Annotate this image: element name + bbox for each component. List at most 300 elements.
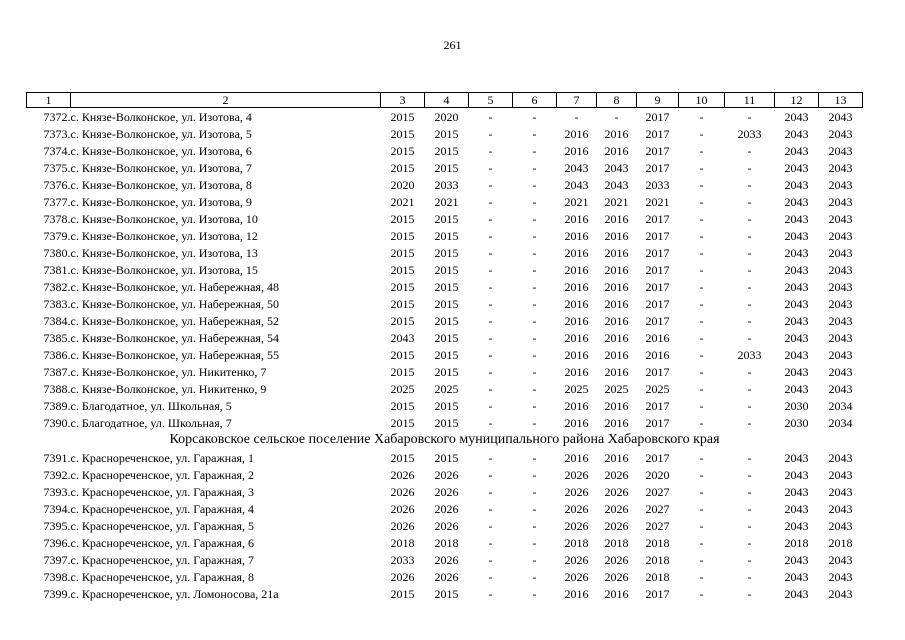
address-cell: с. Краснореченское, ул. Гаражная, 8: [70, 569, 255, 584]
year-cell: -: [488, 245, 493, 260]
year-cell: 2015: [390, 245, 415, 260]
table-row: [27, 159, 863, 176]
year-cell: -: [747, 586, 752, 601]
address-cell: с. Князе-Волконское, ул. Изотова, 10: [70, 211, 258, 226]
year-cell: 2016: [604, 296, 629, 311]
year-cell: 2015: [390, 160, 415, 175]
table-row: [27, 466, 863, 483]
address-cell: с. Краснореченское, ул. Гаражная, 4: [70, 501, 255, 516]
year-cell: -: [532, 177, 537, 192]
year-cell: -: [488, 143, 493, 158]
year-cell: 2015: [434, 245, 459, 260]
year-cell: -: [747, 279, 752, 294]
year-cell: -: [532, 364, 537, 379]
year-cell: -: [532, 535, 537, 550]
year-cell: 2043: [828, 484, 853, 499]
year-cell: 2026: [434, 467, 459, 482]
year-cell: 2043: [828, 109, 853, 124]
address-cell: с. Краснореченское, ул. Гаражная, 2: [70, 467, 255, 482]
year-cell: 2018: [604, 535, 629, 550]
year-cell: 2034: [828, 398, 853, 413]
year-cell: -: [532, 228, 537, 243]
year-cell: 2043: [828, 518, 853, 533]
year-cell: 2017: [645, 398, 670, 413]
year-cell: 2026: [434, 569, 459, 584]
year-cell: 2043: [784, 262, 809, 277]
year-cell: 2016: [604, 450, 629, 465]
year-cell: 2018: [784, 535, 809, 550]
year-cell: 2016: [645, 347, 670, 362]
year-cell: -: [699, 467, 704, 482]
column-header-2: 2: [71, 93, 381, 108]
year-cell: 2026: [564, 501, 589, 516]
year-cell: -: [488, 569, 493, 584]
year-cell: 2043: [828, 313, 853, 328]
year-cell: -: [747, 211, 752, 226]
table-row: [27, 193, 863, 210]
year-cell: -: [699, 330, 704, 345]
year-cell: 2043: [784, 126, 809, 141]
row-number: 7389.: [43, 398, 71, 413]
address-cell: с. Краснореченское, ул. Ломоносова, 21а: [70, 586, 279, 601]
column-header-10: 10: [679, 93, 725, 108]
table-row: [27, 517, 863, 534]
table-row: [27, 500, 863, 517]
year-cell: 2017: [645, 586, 670, 601]
year-cell: 2026: [564, 552, 589, 567]
table-row: [27, 449, 863, 466]
table-row: [27, 397, 863, 414]
year-cell: 2016: [564, 347, 589, 362]
year-cell: 2016: [604, 398, 629, 413]
row-number: 7379.: [43, 228, 71, 243]
year-cell: 2025: [564, 381, 589, 396]
year-cell: 2016: [564, 262, 589, 277]
row-number: 7380.: [43, 245, 71, 260]
year-cell: 2015: [434, 143, 459, 158]
table-row: [27, 108, 863, 126]
year-cell: -: [532, 398, 537, 413]
year-cell: 2026: [390, 467, 415, 482]
address-cell: с. Князе-Волконское, ул. Изотова, 8: [70, 177, 252, 192]
address-cell: с. Князе-Волконское, ул. Набережная, 52: [70, 313, 279, 328]
year-cell: 2043: [828, 467, 853, 482]
year-cell: 2021: [434, 194, 459, 209]
section-heading-row: [27, 431, 863, 449]
year-cell: 2025: [434, 381, 459, 396]
year-cell: 2021: [390, 194, 415, 209]
year-cell: 2034: [828, 415, 853, 430]
year-cell: 2017: [645, 450, 670, 465]
year-cell: 2015: [390, 450, 415, 465]
table-row: [27, 551, 863, 568]
column-header-12: 12: [775, 93, 819, 108]
year-cell: 2016: [604, 330, 629, 345]
year-cell: 2017: [645, 313, 670, 328]
year-cell: -: [747, 160, 752, 175]
year-cell: 2026: [564, 467, 589, 482]
year-cell: 2043: [784, 501, 809, 516]
year-cell: 2017: [645, 143, 670, 158]
year-cell: 2030: [784, 398, 809, 413]
year-cell: 2026: [434, 552, 459, 567]
year-cell: 2016: [604, 364, 629, 379]
year-cell: 2015: [434, 364, 459, 379]
year-cell: -: [488, 228, 493, 243]
row-number: 7382.: [43, 279, 71, 294]
year-cell: -: [532, 313, 537, 328]
year-cell: -: [699, 415, 704, 430]
year-cell: -: [699, 484, 704, 499]
column-header-3: 3: [381, 93, 425, 108]
address-cell: с. Благодатное, ул. Школьная, 5: [70, 398, 232, 413]
year-cell: 2043: [784, 279, 809, 294]
address-cell: с. Князе-Волконское, ул. Изотова, 4: [70, 109, 252, 124]
year-cell: 2043: [828, 586, 853, 601]
year-cell: -: [488, 518, 493, 533]
year-cell: 2016: [645, 330, 670, 345]
row-number: 7396.: [43, 535, 71, 550]
year-cell: 2015: [390, 109, 415, 124]
year-cell: 2015: [434, 330, 459, 345]
year-cell: 2018: [390, 535, 415, 550]
year-cell: 2015: [390, 279, 415, 294]
year-cell: 2043: [828, 211, 853, 226]
year-cell: 2043: [784, 467, 809, 482]
year-cell: 2043: [828, 364, 853, 379]
year-cell: -: [488, 467, 493, 482]
year-cell: -: [699, 194, 704, 209]
year-cell: -: [532, 501, 537, 516]
year-cell: 2043: [828, 126, 853, 141]
year-cell: 2015: [390, 296, 415, 311]
year-cell: 2018: [645, 535, 670, 550]
year-cell: -: [747, 552, 752, 567]
year-cell: 2026: [434, 484, 459, 499]
address-cell: с. Князе-Волконское, ул. Изотова, 7: [70, 160, 252, 175]
address-cell: с. Князе-Волконское, ул. Изотова, 5: [70, 126, 252, 141]
row-number: 7374.: [43, 143, 71, 158]
year-cell: 2021: [645, 194, 670, 209]
year-cell: 2015: [390, 313, 415, 328]
year-cell: -: [532, 586, 537, 601]
year-cell: -: [699, 262, 704, 277]
year-cell: -: [699, 586, 704, 601]
column-header-9: 9: [637, 93, 679, 108]
year-cell: 2043: [828, 262, 853, 277]
year-cell: 2015: [390, 347, 415, 362]
table-row: [27, 380, 863, 397]
year-cell: 2043: [784, 450, 809, 465]
table-row: [27, 568, 863, 585]
year-cell: 2033: [737, 126, 762, 141]
year-cell: 2026: [564, 484, 589, 499]
row-number: 7381.: [43, 262, 71, 277]
year-cell: -: [699, 552, 704, 567]
year-cell: -: [747, 143, 752, 158]
address-cell: с. Князе-Волконское, ул. Изотова, 9: [70, 194, 252, 209]
row-number: 7397.: [43, 552, 71, 567]
year-cell: 2017: [645, 245, 670, 260]
year-cell: 2016: [564, 211, 589, 226]
year-cell: 2015: [390, 126, 415, 141]
year-cell: -: [699, 126, 704, 141]
row-number: 7372.: [43, 109, 71, 124]
year-cell: 2017: [645, 211, 670, 226]
year-cell: -: [747, 296, 752, 311]
year-cell: 2026: [564, 569, 589, 584]
address-cell: с. Князе-Волконское, ул. Набережная, 54: [70, 330, 279, 345]
year-cell: -: [488, 381, 493, 396]
year-cell: 2015: [434, 126, 459, 141]
year-cell: 2016: [564, 228, 589, 243]
year-cell: 2017: [645, 364, 670, 379]
year-cell: 2026: [604, 569, 629, 584]
year-cell: -: [699, 245, 704, 260]
year-cell: -: [747, 450, 752, 465]
year-cell: 2017: [645, 296, 670, 311]
year-cell: 2043: [784, 245, 809, 260]
address-cell: с. Краснореченское, ул. Гаражная, 6: [70, 535, 255, 550]
year-cell: 2015: [434, 415, 459, 430]
year-cell: 2016: [604, 228, 629, 243]
year-cell: -: [488, 586, 493, 601]
year-cell: 2043: [784, 330, 809, 345]
year-cell: -: [699, 535, 704, 550]
year-cell: -: [532, 245, 537, 260]
year-cell: -: [747, 194, 752, 209]
column-header-6: 6: [513, 93, 557, 108]
year-cell: 2015: [434, 347, 459, 362]
year-cell: 2016: [604, 279, 629, 294]
table-row: [27, 312, 863, 329]
table-row: [27, 125, 863, 142]
address-cell: с. Краснореченское, ул. Гаражная, 7: [70, 552, 255, 567]
table-row: [27, 210, 863, 227]
year-cell: 2020: [434, 109, 459, 124]
year-cell: 2016: [564, 364, 589, 379]
row-number: 7376.: [43, 177, 71, 192]
year-cell: 2043: [828, 501, 853, 516]
year-cell: -: [747, 330, 752, 345]
year-cell: -: [532, 109, 537, 124]
year-cell: -: [699, 313, 704, 328]
row-number: 7387.: [43, 364, 71, 379]
year-cell: 2043: [828, 279, 853, 294]
year-cell: 2033: [645, 177, 670, 192]
year-cell: 2015: [390, 262, 415, 277]
year-cell: 2043: [390, 330, 415, 345]
column-header-7: 7: [557, 93, 597, 108]
year-cell: -: [488, 347, 493, 362]
year-cell: 2015: [390, 228, 415, 243]
year-cell: 2043: [784, 296, 809, 311]
year-cell: 2017: [645, 279, 670, 294]
year-cell: 2017: [645, 415, 670, 430]
year-cell: -: [699, 177, 704, 192]
row-number: 7385.: [43, 330, 71, 345]
year-cell: 2015: [390, 398, 415, 413]
year-cell: 2043: [784, 586, 809, 601]
row-number: 7394.: [43, 501, 71, 516]
table-row: [27, 585, 863, 602]
year-cell: 2033: [434, 177, 459, 192]
year-cell: -: [532, 347, 537, 362]
year-cell: 2015: [434, 296, 459, 311]
year-cell: -: [532, 330, 537, 345]
year-cell: 2043: [784, 347, 809, 362]
year-cell: 2026: [390, 569, 415, 584]
year-cell: 2015: [434, 313, 459, 328]
year-cell: -: [699, 450, 704, 465]
year-cell: -: [699, 347, 704, 362]
year-cell: -: [699, 381, 704, 396]
year-cell: 2026: [564, 518, 589, 533]
year-cell: 2025: [390, 381, 415, 396]
year-cell: -: [488, 313, 493, 328]
year-cell: 2016: [564, 279, 589, 294]
year-cell: -: [488, 262, 493, 277]
year-cell: 2043: [784, 381, 809, 396]
year-cell: -: [747, 484, 752, 499]
year-cell: -: [488, 279, 493, 294]
year-cell: -: [747, 381, 752, 396]
year-cell: 2017: [645, 160, 670, 175]
year-cell: -: [532, 160, 537, 175]
column-header-5: 5: [469, 93, 513, 108]
table-row: [27, 176, 863, 193]
row-number: 7388.: [43, 381, 71, 396]
year-cell: 2017: [645, 262, 670, 277]
year-cell: -: [699, 211, 704, 226]
table-row: [27, 278, 863, 295]
table-row: [27, 329, 863, 346]
year-cell: -: [699, 228, 704, 243]
year-cell: 2018: [434, 535, 459, 550]
year-cell: -: [614, 109, 619, 124]
year-cell: 2025: [604, 381, 629, 396]
address-cell: с. Князе-Волконское, ул. Изотова, 6: [70, 143, 252, 158]
year-cell: -: [532, 296, 537, 311]
year-cell: 2016: [564, 398, 589, 413]
year-cell: -: [747, 501, 752, 516]
year-cell: -: [747, 535, 752, 550]
year-cell: 2043: [784, 143, 809, 158]
year-cell: 2016: [604, 211, 629, 226]
year-cell: -: [747, 177, 752, 192]
table-row: [27, 363, 863, 380]
year-cell: 2043: [828, 569, 853, 584]
year-cell: -: [488, 484, 493, 499]
year-cell: 2043: [784, 569, 809, 584]
year-cell: 2015: [434, 160, 459, 175]
year-cell: 2043: [784, 552, 809, 567]
year-cell: 2016: [564, 586, 589, 601]
year-cell: 2026: [390, 518, 415, 533]
year-cell: 2043: [784, 211, 809, 226]
year-cell: 2033: [737, 347, 762, 362]
column-header-13: 13: [819, 93, 863, 108]
year-cell: -: [747, 313, 752, 328]
section-heading: Корсаковское сельское поселение Хабаровского муниципального района Хабаровского края: [169, 432, 720, 447]
table-row: [27, 483, 863, 500]
year-cell: -: [532, 467, 537, 482]
year-cell: 2016: [564, 296, 589, 311]
year-cell: 2043: [784, 518, 809, 533]
year-cell: -: [488, 211, 493, 226]
address-cell: с. Князе-Волконское, ул. Изотова, 15: [70, 262, 258, 277]
year-cell: -: [747, 415, 752, 430]
year-cell: 2043: [828, 296, 853, 311]
row-number: 7377.: [43, 194, 71, 209]
year-cell: -: [747, 398, 752, 413]
year-cell: 2015: [434, 228, 459, 243]
year-cell: -: [488, 415, 493, 430]
year-cell: 2016: [604, 415, 629, 430]
year-cell: -: [488, 535, 493, 550]
year-cell: -: [699, 398, 704, 413]
year-cell: 2043: [784, 484, 809, 499]
year-cell: 2016: [604, 313, 629, 328]
year-cell: -: [699, 279, 704, 294]
year-cell: -: [699, 143, 704, 158]
row-number: 7390.: [43, 415, 71, 430]
year-cell: 2016: [604, 262, 629, 277]
year-cell: -: [574, 109, 579, 124]
year-cell: -: [532, 126, 537, 141]
row-number: 7399.: [43, 586, 71, 601]
address-cell: с. Князе-Волконское, ул. Набережная, 48: [70, 279, 279, 294]
year-cell: -: [747, 518, 752, 533]
year-cell: 2043: [564, 160, 589, 175]
year-cell: 2016: [604, 586, 629, 601]
year-cell: -: [488, 109, 493, 124]
year-cell: 2015: [390, 143, 415, 158]
year-cell: -: [532, 518, 537, 533]
year-cell: 2021: [604, 194, 629, 209]
year-cell: 2043: [828, 330, 853, 345]
year-cell: -: [699, 296, 704, 311]
page-number: 261: [443, 38, 462, 52]
year-cell: 2026: [604, 467, 629, 482]
year-cell: 2020: [645, 467, 670, 482]
row-number: 7393.: [43, 484, 71, 499]
row-number: 7391.: [43, 450, 71, 465]
year-cell: -: [532, 450, 537, 465]
year-cell: 2026: [434, 501, 459, 516]
year-cell: 2016: [564, 450, 589, 465]
row-number: 7386.: [43, 347, 71, 362]
year-cell: 2016: [604, 143, 629, 158]
year-cell: 2015: [390, 586, 415, 601]
year-cell: 2021: [564, 194, 589, 209]
year-cell: -: [532, 381, 537, 396]
year-cell: 2043: [828, 177, 853, 192]
table-row: [27, 534, 863, 551]
year-cell: 2027: [645, 501, 670, 516]
year-cell: 2017: [645, 109, 670, 124]
year-cell: -: [699, 109, 704, 124]
year-cell: -: [747, 109, 752, 124]
year-cell: 2043: [828, 194, 853, 209]
year-cell: -: [488, 160, 493, 175]
table-row: [27, 227, 863, 244]
table-row: [27, 244, 863, 261]
address-cell: с. Князе-Волконское, ул. Изотова, 12: [70, 228, 258, 243]
year-cell: 2043: [828, 245, 853, 260]
year-cell: -: [488, 126, 493, 141]
year-cell: 2017: [645, 126, 670, 141]
